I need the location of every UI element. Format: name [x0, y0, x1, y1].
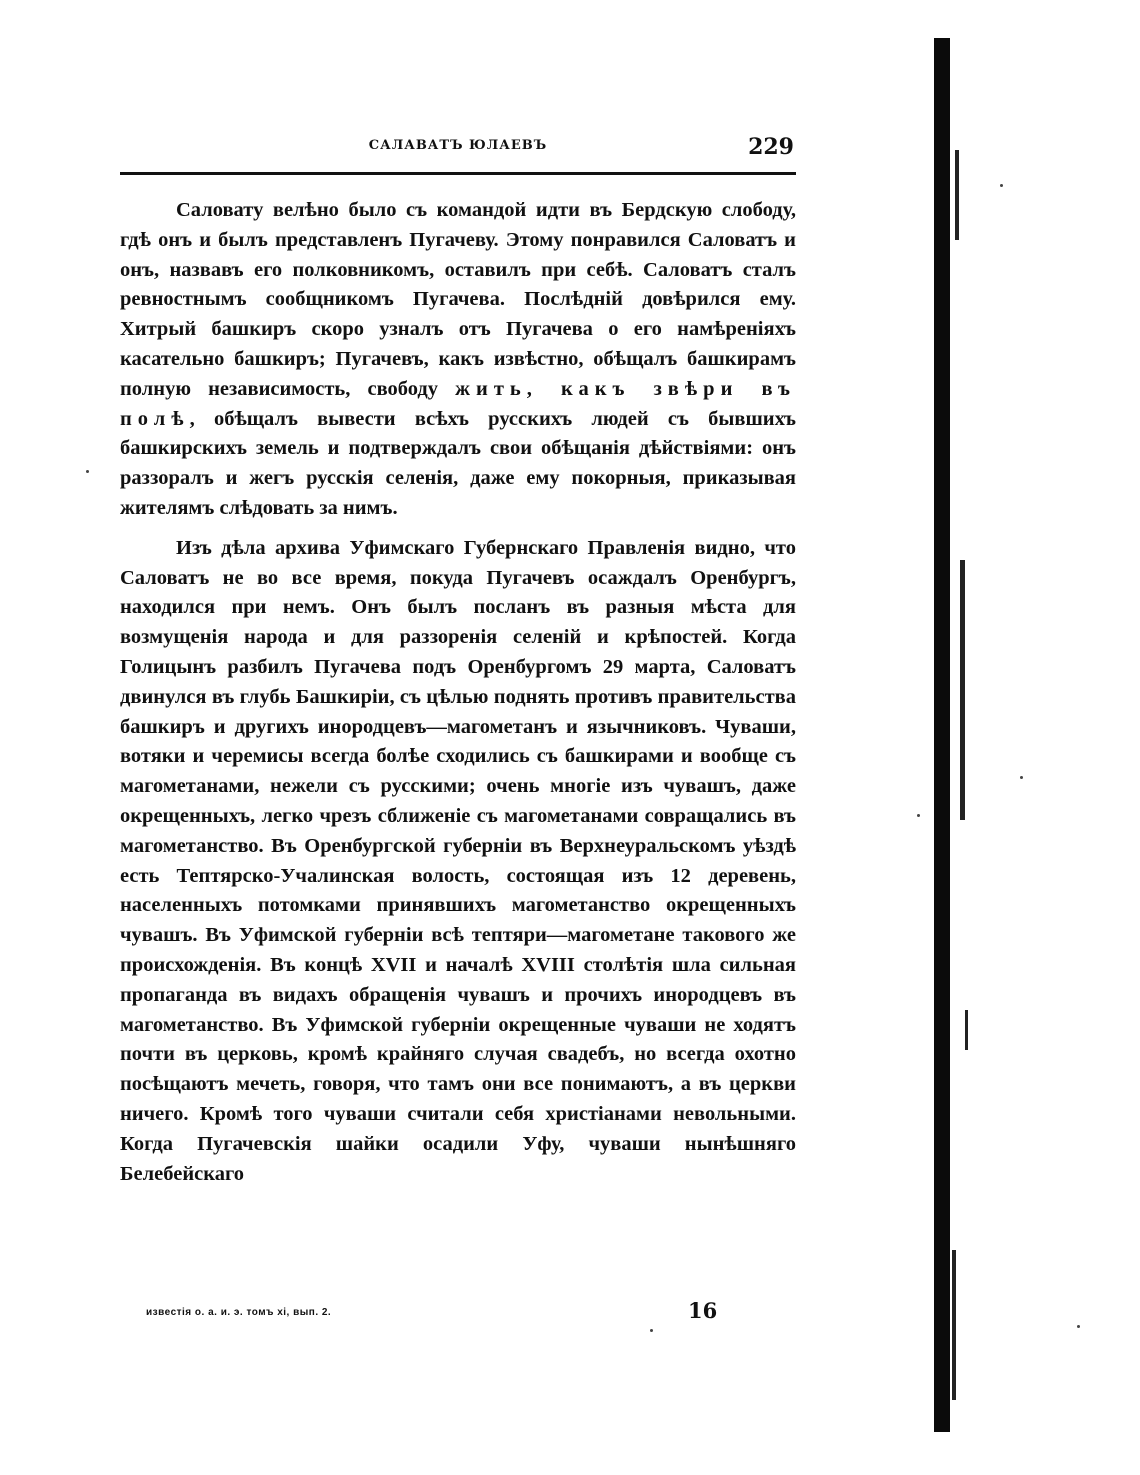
- scan-dot: [1077, 1325, 1080, 1328]
- scan-dot: [650, 1329, 653, 1332]
- running-head: [120, 134, 796, 170]
- paragraph-1-part-2: , обѣщалъ вывести всѣхъ русскихъ людей съ бывшихъ башкирскихъ земель и подтверждалъ свои обѣщанія дѣйствіями: онъ раззоралъ и жегъ русскія селенія, даже ему покорныя, приказывая жителямъ слѣдовать за нимъ.: [120, 407, 796, 519]
- header-rule: [120, 172, 796, 175]
- scan-dot: [86, 470, 89, 473]
- page-number: 229: [748, 134, 794, 160]
- footer-signature: известія о. а. и. э. томъ xi, вып. 2.: [146, 1307, 332, 1318]
- running-title: САЛАВАТЪ ЮЛАЕВЪ: [368, 138, 548, 153]
- paragraph-2: Изъ дѣла архива Уфимскаго Губернскаго Правленія видно, что Саловатъ не во все время, покуда Пугачевъ осаждалъ Оренбургъ, находился при немъ. Онъ былъ посланъ въ разныя мѣста для возмущенія народа и для раззоренія селеній и крѣпостей. Когда Голицынъ разбилъ Пугачева подъ Оренбургомъ 29 марта, Саловатъ двинулся въ глубь Башкиріи, съ цѣлью поднять противъ правительства башкиръ и другихъ инородцевъ—магометанъ и язычниковъ. Чуваши, вотяки и черемисы всегда болѣе сходились съ башкирами и вообще съ магометанами, нежели съ русскими; очень многіе изъ чувашъ, даже окрещенныхъ, легко чрезъ сближеніе съ магометанами совращались въ магометанство. Въ Оренбургской губерніи въ Верхнеуральскомъ уѣздѣ есть Тептярско-Учалинская волость, состоящая изъ 12 деревень, населенныхъ потомками принявшихъ магометанство окрещенныхъ чувашъ. Въ Уфимской губерніи всѣ тептяри—магометане такового же происхожденія. Въ концѣ XVII и началѣ XVIII столѣтія шла сильная пропаганда въ видахъ обращенія чувашъ и прочихъ инородцевъ въ магометанство. Въ Уфимской губерніи окрещенные чуваши не ходятъ почти въ церковь, кромѣ крайняго случая свадебъ, но всегда охотно посѣщаютъ мечеть, говоря, что тамъ они все понимаютъ, а въ церкви ничего. Кромѣ того чуваши считали себя христіанами невольными. Когда Пугачевскія шайки осадили Уфу, чуваши нынѣшняго Белебейскаго: [120, 536, 796, 1185]
- spaced-emphasis: жить, какъ звѣри въ полѣ: [120, 377, 797, 430]
- page-footer: [146, 1298, 718, 1328]
- scan-dot: [917, 814, 920, 817]
- scan-speck: [955, 150, 959, 240]
- body-text: [120, 196, 796, 1189]
- scan-speck: [965, 1010, 968, 1050]
- sheet-number: 16: [688, 1298, 718, 1323]
- binding-gutter-shadow: [934, 38, 950, 1432]
- paragraph-1-part-1: Саловату велѣно было съ командой идти въ Бердскую слободу, гдѣ онъ и былъ представленъ Пугачеву. Этому понравился Саловатъ и онъ, назвавъ его полковникомъ, оставилъ при себѣ. Саловатъ сталъ ревностнымъ сообщникомъ Пугачева. Послѣдній довѣрился ему. Хитрый башкиръ скоро узналъ отъ Пугачева о его намѣреніяхъ касательно башкиръ; Пугачевъ, какъ извѣстно, обѣщалъ башкирамъ полную независимость, свободу: [120, 199, 796, 400]
- paragraph-1: [120, 196, 796, 524]
- scan-speck: [960, 560, 965, 820]
- scan-dot: [1000, 184, 1003, 187]
- scan-speck: [952, 1250, 956, 1400]
- scan-dot: [1020, 776, 1023, 779]
